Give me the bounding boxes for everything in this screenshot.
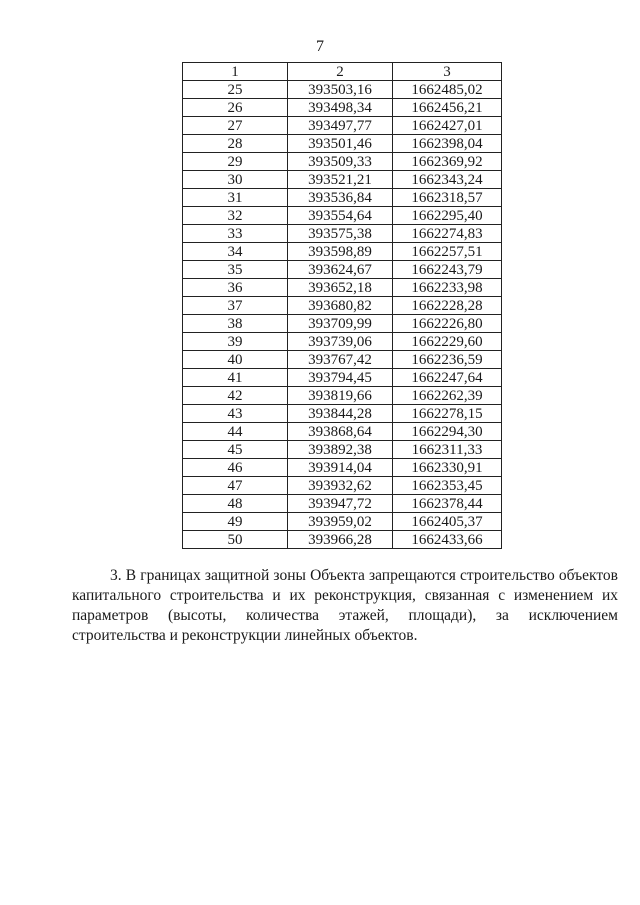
point-number-cell: 27 [183, 117, 288, 135]
x-coordinate-cell: 393966,28 [288, 531, 393, 549]
table-row [183, 297, 502, 315]
point-number-cell: 43 [183, 405, 288, 423]
point-number-cell: 32 [183, 207, 288, 225]
x-coordinate-cell: 393914,04 [288, 459, 393, 477]
point-number-cell: 31 [183, 189, 288, 207]
table-row [183, 513, 502, 531]
y-coordinate-cell: 1662405,37 [393, 513, 502, 531]
y-coordinate-cell: 1662243,79 [393, 261, 502, 279]
y-coordinate-cell: 1662226,80 [393, 315, 502, 333]
column-header: 3 [393, 63, 502, 81]
point-number-cell: 40 [183, 351, 288, 369]
point-number-cell: 25 [183, 81, 288, 99]
y-coordinate-cell: 1662485,02 [393, 81, 502, 99]
table-row [183, 333, 502, 351]
point-number-cell: 47 [183, 477, 288, 495]
table-row [183, 405, 502, 423]
x-coordinate-cell: 393498,34 [288, 99, 393, 117]
y-coordinate-cell: 1662311,33 [393, 441, 502, 459]
y-coordinate-cell: 1662274,83 [393, 225, 502, 243]
y-coordinate-cell: 1662378,44 [393, 495, 502, 513]
table-row [183, 477, 502, 495]
point-number-cell: 33 [183, 225, 288, 243]
y-coordinate-cell: 1662257,51 [393, 243, 502, 261]
x-coordinate-cell: 393932,62 [288, 477, 393, 495]
y-coordinate-cell: 1662318,57 [393, 189, 502, 207]
coordinates-table [182, 62, 502, 549]
x-coordinate-cell: 393709,99 [288, 315, 393, 333]
point-number-cell: 38 [183, 315, 288, 333]
table-row [183, 171, 502, 189]
point-number-cell: 35 [183, 261, 288, 279]
x-coordinate-cell: 393767,42 [288, 351, 393, 369]
table-row [183, 99, 502, 117]
x-coordinate-cell: 393536,84 [288, 189, 393, 207]
x-coordinate-cell: 393598,89 [288, 243, 393, 261]
x-coordinate-cell: 393503,16 [288, 81, 393, 99]
y-coordinate-cell: 1662294,30 [393, 423, 502, 441]
table-row [183, 423, 502, 441]
point-number-cell: 49 [183, 513, 288, 531]
page-number: 7 [316, 38, 324, 55]
y-coordinate-cell: 1662343,24 [393, 171, 502, 189]
table-row [183, 441, 502, 459]
table-row [183, 135, 502, 153]
table-row [183, 117, 502, 135]
x-coordinate-cell: 393509,33 [288, 153, 393, 171]
y-coordinate-cell: 1662295,40 [393, 207, 502, 225]
x-coordinate-cell: 393739,06 [288, 333, 393, 351]
point-number-cell: 34 [183, 243, 288, 261]
point-number-cell: 26 [183, 99, 288, 117]
point-number-cell: 30 [183, 171, 288, 189]
point-number-cell: 29 [183, 153, 288, 171]
table-row [183, 243, 502, 261]
table-body [183, 81, 502, 549]
point-number-cell: 28 [183, 135, 288, 153]
restriction-paragraph: 3. В границах защитной зоны Объекта запрещаются строительство объектов капитального строительства и их реконструкция, связанная с изменением их параметров (высоты, количества этажей, площади), за исключением строительства и реконструкции линейных объектов. [72, 567, 618, 644]
y-coordinate-cell: 1662427,01 [393, 117, 502, 135]
point-number-cell: 39 [183, 333, 288, 351]
point-number-cell: 37 [183, 297, 288, 315]
x-coordinate-cell: 393868,64 [288, 423, 393, 441]
x-coordinate-cell: 393959,02 [288, 513, 393, 531]
x-coordinate-cell: 393844,28 [288, 405, 393, 423]
table-row [183, 225, 502, 243]
table-row [183, 207, 502, 225]
table-row [183, 261, 502, 279]
table-row [183, 369, 502, 387]
point-number-cell: 46 [183, 459, 288, 477]
y-coordinate-cell: 1662247,64 [393, 369, 502, 387]
column-header: 2 [288, 63, 393, 81]
table-row [183, 315, 502, 333]
table-row [183, 387, 502, 405]
x-coordinate-cell: 393521,21 [288, 171, 393, 189]
point-number-cell: 48 [183, 495, 288, 513]
y-coordinate-cell: 1662262,39 [393, 387, 502, 405]
table-row [183, 495, 502, 513]
table-row [183, 279, 502, 297]
column-header: 1 [183, 63, 288, 81]
y-coordinate-cell: 1662398,04 [393, 135, 502, 153]
y-coordinate-cell: 1662330,91 [393, 459, 502, 477]
table-row [183, 189, 502, 207]
point-number-cell: 50 [183, 531, 288, 549]
point-number-cell: 42 [183, 387, 288, 405]
point-number-cell: 36 [183, 279, 288, 297]
x-coordinate-cell: 393892,38 [288, 441, 393, 459]
y-coordinate-cell: 1662369,92 [393, 153, 502, 171]
table-row [183, 153, 502, 171]
x-coordinate-cell: 393501,46 [288, 135, 393, 153]
table-row [183, 81, 502, 99]
x-coordinate-cell: 393819,66 [288, 387, 393, 405]
y-coordinate-cell: 1662229,60 [393, 333, 502, 351]
x-coordinate-cell: 393947,72 [288, 495, 393, 513]
y-coordinate-cell: 1662353,45 [393, 477, 502, 495]
x-coordinate-cell: 393680,82 [288, 297, 393, 315]
table-header-row [183, 63, 502, 81]
x-coordinate-cell: 393497,77 [288, 117, 393, 135]
x-coordinate-cell: 393554,64 [288, 207, 393, 225]
y-coordinate-cell: 1662236,59 [393, 351, 502, 369]
y-coordinate-cell: 1662433,66 [393, 531, 502, 549]
table-row [183, 459, 502, 477]
point-number-cell: 44 [183, 423, 288, 441]
y-coordinate-cell: 1662233,98 [393, 279, 502, 297]
table-row [183, 531, 502, 549]
x-coordinate-cell: 393624,67 [288, 261, 393, 279]
x-coordinate-cell: 393575,38 [288, 225, 393, 243]
point-number-cell: 41 [183, 369, 288, 387]
x-coordinate-cell: 393652,18 [288, 279, 393, 297]
table-row [183, 351, 502, 369]
y-coordinate-cell: 1662456,21 [393, 99, 502, 117]
y-coordinate-cell: 1662278,15 [393, 405, 502, 423]
y-coordinate-cell: 1662228,28 [393, 297, 502, 315]
x-coordinate-cell: 393794,45 [288, 369, 393, 387]
point-number-cell: 45 [183, 441, 288, 459]
